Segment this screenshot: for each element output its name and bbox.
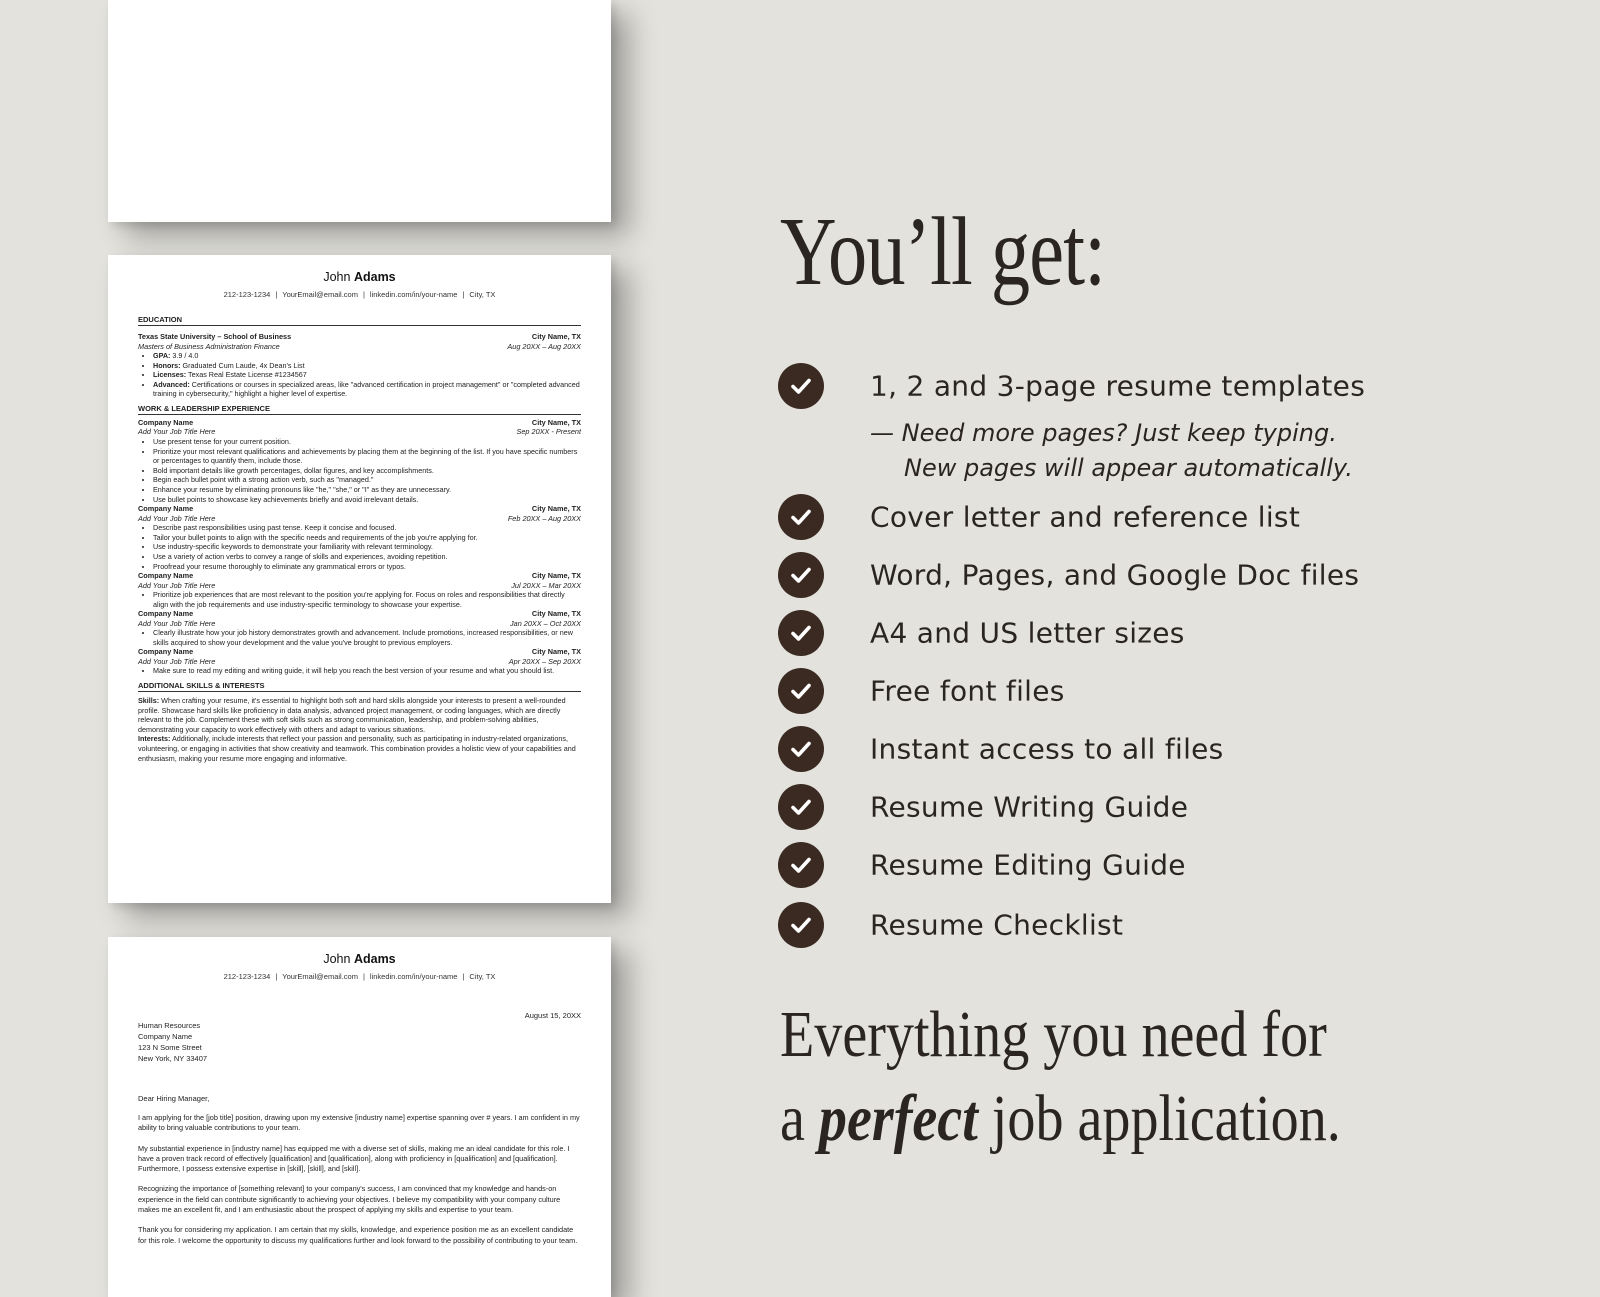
check-circle-icon (778, 842, 824, 888)
jobs-list (138, 418, 581, 676)
feature-item (778, 668, 1065, 714)
check-circle-icon (778, 902, 824, 948)
check-circle-icon (778, 610, 824, 656)
cover-letter-name: John Adams (323, 952, 396, 966)
job-bullet: • Prioritize your most relevant qualifications and achievements by placing them at the beginning of the list. If you have specific numbers or percentages to quantify them, include those. (153, 447, 581, 466)
cover-letter-greeting: Dear Hiring Manager, (138, 1094, 210, 1103)
skills-heading: ADDITIONAL SKILLS & INTERESTS (138, 681, 581, 692)
school-row: Texas State University – School of Business City Name, TX (138, 332, 581, 341)
feature-item (778, 726, 1224, 772)
cover-letter-paragraph: Thank you for considering my application. I am certain that my skills, knowledge, and experience position me as an excellent candidate for this role. I welcome the opportunity to discuss my qualifications further and look forward to the possibility of contributing to your team. (138, 1225, 578, 1245)
resume-page-blank (108, 0, 611, 222)
job-bullet: • Begin each bullet point with a strong action verb, such as "managed." (153, 475, 581, 485)
feature-label: Free font files (870, 674, 1065, 708)
cover-letter-contact: 212-123-1234 | YourEmail@email.com | linkedin.com/in/your-name | City, TX (223, 972, 496, 981)
job-bullet: • Clearly illustrate how your job history demonstrates growth and advancement. Include promotions, increased responsibilities, or new skills acquired to show your development and the value you've brought to previous employers. (153, 628, 581, 647)
education-bullet: • GPA: 3.9 / 4.0 (153, 351, 581, 361)
job-bullet: • Prioritize job experiences that are most relevant to the position you're applying for. Focus on roles and responsibilities that directly align with the job requirements and use industry-specific terminology to showcase your expertise. (153, 590, 581, 609)
feature-item (778, 784, 1189, 830)
job-bullet: • Use bullet points to showcase key achievements briefly and avoid irrelevant details. (153, 495, 581, 505)
cover-letter-date: August 15, 20XX (524, 1011, 581, 1020)
feature-label: Cover letter and reference list (870, 500, 1301, 534)
job-bullet: • Make sure to read my editing and writing guide, it will help you reach the best version of your resume and what you should list. (153, 666, 581, 676)
interests-paragraph: Interests: Additionally, include interests that reflect your passion and personality, such as participating in industry-related organizations, volunteering, or engaging in activities that show creativity and teamwork. This combination provides a holistic view of your capabilities and enthusiasm, making your resume more engaging and informative. (138, 734, 576, 763)
resume-page (108, 255, 611, 903)
job-entry: Company Name City Name, TX Add Your Job Title Here Feb 20XX – Aug 20XX • Describe past responsibilities using past tense. Keep it concise and focused. • Tailor your bullet points to align with the specific needs and requirements of the job you're applying for. • Use industry-specific keywords to demonstrate your familiarity with relevant terminology. • Use a variety of action verbs to convey a range of skills and experiences, avoiding repetition. • Proofread your resume thoroughly to eliminate any grammatical errors or typos. (138, 504, 581, 571)
tagline: Everything you need for a perfect job application. (780, 998, 1341, 1155)
job-bullet: • Tailor your bullet points to align with the specific needs and requirements of the job you're applying for. (153, 533, 581, 543)
cover-letter-paragraph: Recognizing the importance of [something relevant] to your company's success, I am convinced that my knowledge and hands-on experience in the field can contribute significantly to achieving your objectives. I believe my compatibility with your company culture makes me an excellent fit, and I am enthusiastic about the prospect of applying my skills and expertise to your team. (138, 1184, 561, 1215)
check-circle-icon (778, 494, 824, 540)
job-bullet: • Enhance your resume by eliminating pronouns like "he," "she," or "I" as they are unnecessary. (153, 485, 581, 495)
feature-item (778, 610, 1185, 656)
feature-item (778, 363, 1366, 409)
feature-label: Resume Editing Guide (870, 848, 1186, 882)
job-bullet: • Describe past responsibilities using past tense. Keep it concise and focused. (153, 523, 581, 533)
job-entry: Company Name City Name, TX Add Your Job Title Here Apr 20XX – Sep 20XX • Make sure to read my editing and writing guide, it will help you reach the best version of your resume and what you should list. (138, 647, 581, 676)
check-circle-icon (778, 552, 824, 598)
cover-letter-address: Human Resources Company Name 123 N Some Street New York, NY 33407 (138, 1021, 208, 1063)
feature-label: 1, 2 and 3-page resume templates (870, 369, 1366, 403)
cover-letter-paragraph: I am applying for the [job title] position, drawing upon my extensive [industry name] expertise spanning over # years. I am confident in my ability to bring valuable contributions to your team. (138, 1113, 580, 1133)
education-bullet: • Advanced: Certifications or courses in specialized areas, like "advanced certification in project management" or "completed advanced training in cybersecurity," highlight a higher level of expertise. (153, 380, 581, 399)
feature-item (778, 494, 1301, 540)
skills-paragraph: Skills: When crafting your resume, it's essential to highlight both soft and hard skills alongside your interests to present a well-rounded profile. Showcase hard skills like proficiency in data analysis, advanced project management, or coding languages, which are directly relevant to the job. Complement these with soft skills such as strong communication, leadership, and problem-solving abilities, demonstrating your capacity to work effectively with others and adapt to various situations. (138, 696, 566, 734)
feature-note: — Need more pages? Just keep typing. New pages will appear automatically. (870, 419, 1353, 482)
resume-name: John Adams (323, 270, 396, 284)
cover-letter-paragraph: My substantial experience in [industry name] has equipped me with a diverse set of skills, making me an ideal candidate for this role. I have a proven track record of effectively [qualification] and [qualification], along with proficiency in [qualification] and [qualification]. Furthermore, I possess extensive expertise in [skill], [skill], and [skill]. (138, 1143, 570, 1174)
feature-label: Resume Writing Guide (870, 790, 1189, 824)
job-bullet: • Bold important details like growth percentages, dollar figures, and key accomplishments. (153, 466, 581, 476)
feature-label: Word, Pages, and Google Doc files (870, 558, 1360, 592)
feature-label: Instant access to all files (870, 732, 1224, 766)
education-bullets (138, 351, 581, 399)
education-bullet: • Licenses: Texas Real Estate License #1234567 (153, 370, 581, 380)
job-entry: Company Name City Name, TX Add Your Job Title Here Jul 20XX – Mar 20XX • Prioritize job experiences that are most relevant to the position you're applying for. Focus on roles and responsibilities that directly align with the job requirements and use industry-specific terminology to showcase your expertise. (138, 571, 581, 609)
check-circle-icon (778, 668, 824, 714)
resume-contact: 212-123-1234 | YourEmail@email.com | linkedin.com/in/your-name | City, TX (223, 290, 496, 299)
feature-label: A4 and US letter sizes (870, 616, 1185, 650)
page-heading: You’ll get: (780, 198, 1106, 306)
education-bullet: • Honors: Graduated Cum Laude, 4x Dean's List (153, 361, 581, 371)
job-bullet: • Use industry-specific keywords to demonstrate your familiarity with relevant terminology. (153, 542, 581, 552)
check-circle-icon (778, 784, 824, 830)
work-heading: WORK & LEADERSHIP EXPERIENCE (138, 404, 581, 415)
degree-row: Masters of Business Administration Finance Aug 20XX – Aug 20XX (138, 341, 581, 351)
feature-item (778, 552, 1360, 598)
education-heading: EDUCATION (138, 315, 581, 326)
job-bullet: • Use a variety of action verbs to convey a range of skills and experiences, avoiding repetition. (153, 552, 581, 562)
job-entry: Company Name City Name, TX Add Your Job Title Here Sep 20XX - Present • Use present tense for your current position. • Prioritize your most relevant qualifications and achievements by placing them at the beginning of the list. If you have specific numbers or percentages to quantify them, include those. • Bold important details like growth percentages, dollar figures, and key accomplishments. • Begin each bullet point with a strong action verb, such as "managed." • Enhance your resume by eliminating pronouns like "he," "she," or "I" as they are unnecessary. • Use bullet points to showcase key achievements briefly and avoid irrelevant details. (138, 418, 581, 504)
job-bullet: • Proofread your resume thoroughly to eliminate any grammatical errors or typos. (153, 562, 581, 572)
cover-letter-page (108, 937, 611, 1297)
feature-label: Resume Checklist (870, 908, 1124, 942)
feature-item (778, 842, 1186, 888)
check-circle-icon (778, 363, 824, 409)
job-entry: Company Name City Name, TX Add Your Job Title Here Jan 20XX – Oct 20XX • Clearly illustrate how your job history demonstrates growth and advancement. Include promotions, increased responsibilities, or new skills acquired to show your development and the value you've brought to previous employers. (138, 609, 581, 647)
job-bullet: • Use present tense for your current position. (153, 437, 581, 447)
feature-item (778, 902, 1124, 948)
check-circle-icon (778, 726, 824, 772)
